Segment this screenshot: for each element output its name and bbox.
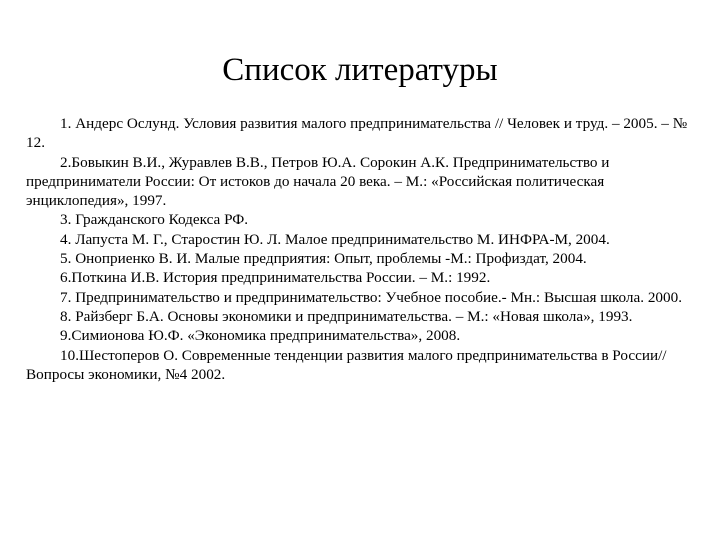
list-item: 3. Гражданского Кодекса РФ. (60, 211, 249, 229)
page-title: Список литературы (222, 52, 498, 88)
list-item: 8. Райзберг Б.А. Основы экономики и предпринимательства. – М.: «Новая школа», 1993. (60, 307, 633, 325)
list-item: 1. Андерс Ослунд. Условия развития малого предпринимательства // Человек и труд. – 2005. – № 12. (26, 115, 688, 152)
reference-list (26, 114, 698, 384)
list-item: 5. Оноприенко В. И. Малые предприятия: Опыт, проблемы -М.: Профиздат, 2004. (60, 250, 587, 268)
list-item: 6.Поткина И.В. История предпринимательства России. – М.: 1992. (60, 269, 491, 287)
list-item: 7. Предпринимательство и предпринимательство: Учебное пособие.- Мн.: Высшая школа. 2000. (60, 288, 683, 306)
list-item: 2.Бовыкин В.И., Журавлев В.В., Петров Ю.А. Сорокин А.К. Предпринимательство и предприниматели России: От истоков до начала 20 века. – М.: «Российская политическая энциклопедия», 1997. (26, 153, 610, 210)
list-item: 9.Симионова Ю.Ф. «Экономика предпринимательства», 2008. (60, 327, 461, 345)
list-item: 10.Шестоперов О. Современные тенденции развития малого предпринимательства в России//Вопросы экономики, №4 2002. (26, 346, 667, 383)
list-item: 4. Лапуста М. Г., Старостин Ю. Л. Малое предпринимательство М. ИНФРА-М, 2004. (60, 230, 610, 248)
